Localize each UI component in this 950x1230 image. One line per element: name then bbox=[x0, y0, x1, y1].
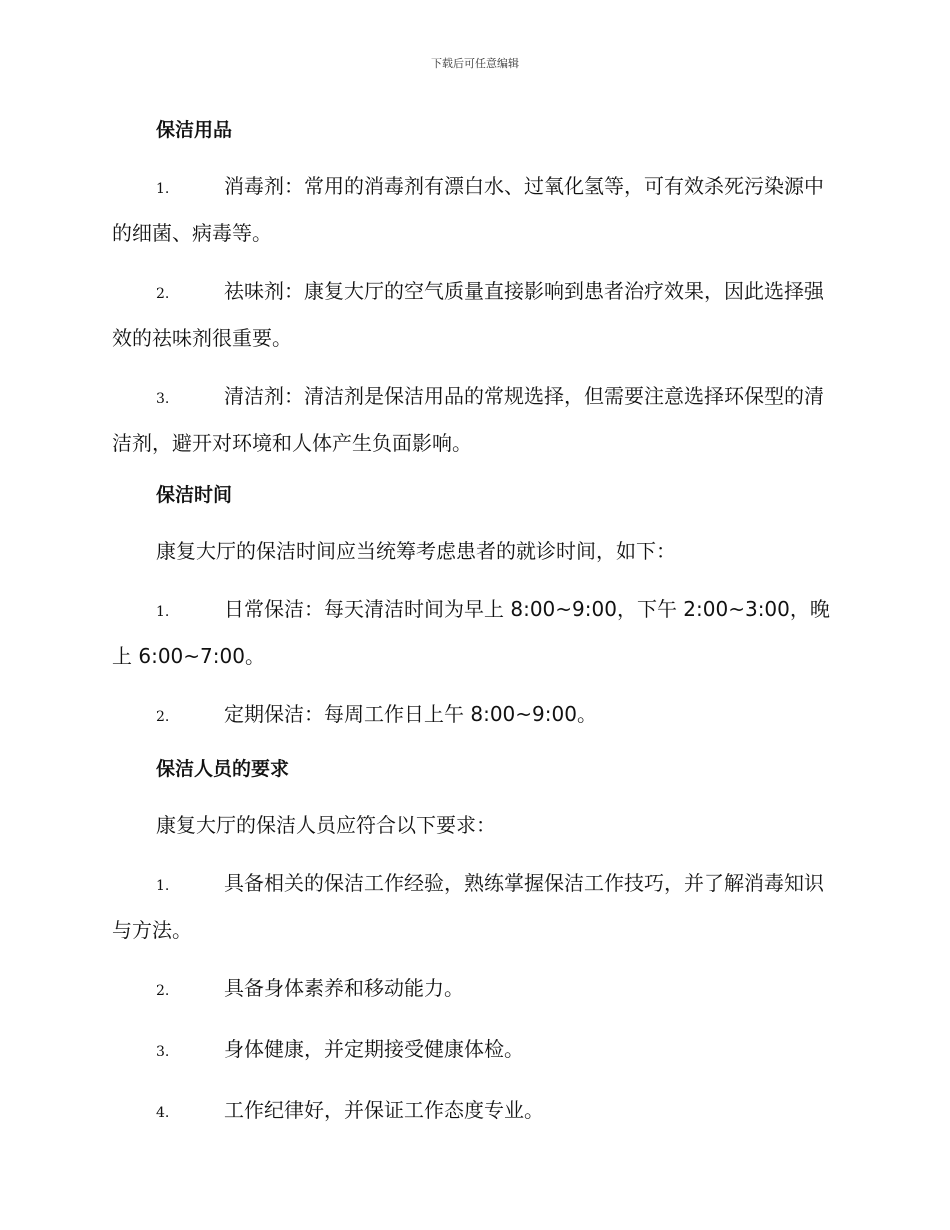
list-number: 2. bbox=[156, 983, 170, 999]
header-note: 下载后可任意编辑 bbox=[431, 57, 519, 70]
list-item bbox=[112, 587, 837, 678]
list-text: 消毒剂：常用的消毒剂有漂白水、过氧化氢等，可有效杀死污染源中的细菌、病毒等。 bbox=[112, 174, 824, 245]
list-item bbox=[112, 269, 837, 360]
list-text: 日常保洁：每天清洁时间为早上 8:00~9:00，下午 2:00~3:00，晚上 6:00~7:00。 bbox=[112, 597, 830, 668]
list-text: 清洁剂：清洁剂是保洁用品的常规选择，但需要注意选择环保型的清洁剂，避开对环境和人体产生负面影响。 bbox=[112, 384, 824, 455]
list-item bbox=[112, 374, 837, 465]
list-item bbox=[112, 692, 837, 739]
list-number: 4. bbox=[156, 1105, 170, 1121]
section-heading-staff-requirements: 保洁人员的要求 bbox=[156, 758, 290, 780]
list-text: 祛味剂：康复大厅的空气质量直接影响到患者治疗效果，因此选择强效的祛味剂很重要。 bbox=[112, 279, 824, 350]
section-heading-schedule: 保洁时间 bbox=[156, 484, 233, 506]
list-number: 1. bbox=[156, 878, 170, 894]
list-text: 具备身体素养和移动能力。 bbox=[224, 976, 464, 1000]
section-intro: 康复大厅的保洁人员应符合以下要求： bbox=[156, 813, 496, 837]
list-number: 3. bbox=[156, 391, 170, 407]
list-number: 2. bbox=[156, 286, 170, 302]
list-text: 身体健康，并定期接受健康体检。 bbox=[224, 1037, 524, 1061]
list-number: 2. bbox=[156, 709, 170, 725]
document-body bbox=[112, 112, 837, 1135]
list-item bbox=[112, 164, 837, 255]
list-item bbox=[112, 1088, 837, 1135]
list-text: 具备相关的保洁工作经验，熟练掌握保洁工作技巧，并了解消毒知识与方法。 bbox=[112, 871, 824, 942]
list-item bbox=[112, 861, 837, 952]
list-number: 3. bbox=[156, 1044, 170, 1060]
list-text: 工作纪律好，并保证工作态度专业。 bbox=[224, 1098, 544, 1122]
list-item bbox=[112, 1027, 837, 1074]
section-intro: 康复大厅的保洁时间应当统筹考虑患者的就诊时间，如下： bbox=[156, 539, 676, 563]
list-number: 1. bbox=[156, 604, 170, 620]
section-heading-supplies: 保洁用品 bbox=[156, 119, 233, 141]
list-text: 定期保洁：每周工作日上午 8:00~9:00。 bbox=[224, 702, 597, 726]
list-number: 1. bbox=[156, 181, 170, 197]
list-item bbox=[112, 966, 837, 1013]
